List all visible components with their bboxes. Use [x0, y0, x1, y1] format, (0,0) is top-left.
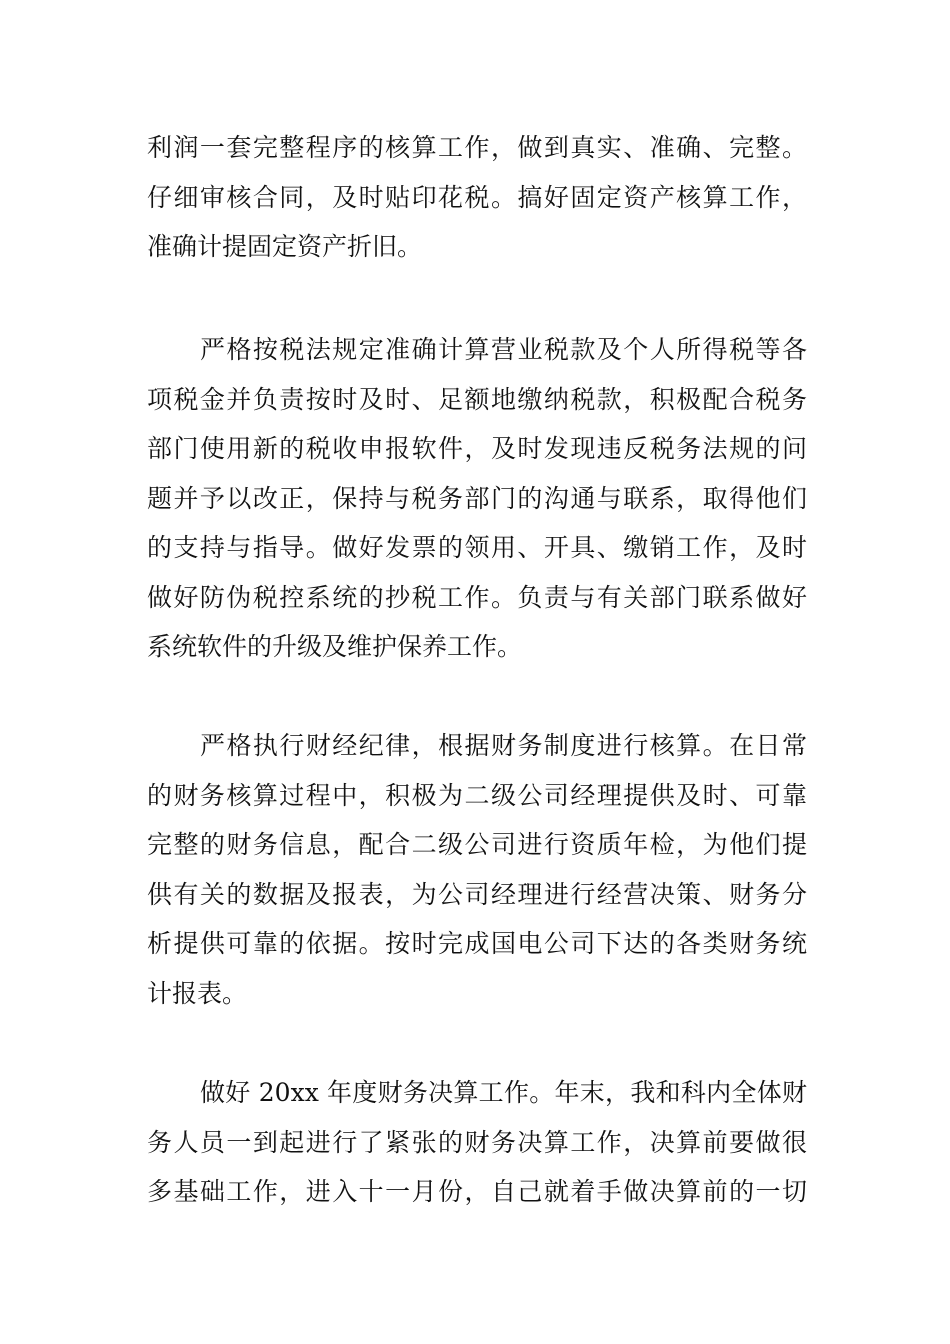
text-line: 多基础工作，进入十一月份，自己就着手做决算前的一切 — [147, 1177, 807, 1206]
paragraph-2 — [147, 325, 807, 672]
paragraph-4 — [147, 1068, 807, 1217]
text-line: 准确计提固定资产折旧。 — [147, 232, 423, 261]
text-line: 题并予以改正，保持与税务部门的沟通与联系，取得他们 — [147, 483, 807, 513]
text-line: 利润一套完整程序的核算工作，做到真实、准确、完整。 — [147, 133, 807, 162]
text-line: 的支持与指导。做好发票的领用、开具、缴销工作，及时 — [147, 533, 807, 562]
text-line: 供有关的数据及报表，为公司经理进行经营决策、财务分 — [147, 879, 807, 909]
text-line: 仔细审核合同，及时贴印花税。搞好固定资产核算工作， — [147, 182, 807, 212]
text-line: 务人员一到起进行了紧张的财务决算工作，决算前要做很 — [147, 1127, 807, 1157]
text-line: 做好防伪税控系统的抄税工作。负责与有关部门联系做好 — [147, 582, 807, 612]
text-line: 严格按税法规定准确计算营业税款及个人所得税等各 — [200, 335, 807, 364]
text-line: 严格执行财经纪律，根据财务制度进行核算。在日常 — [200, 731, 807, 760]
paragraph-1 — [147, 123, 807, 272]
text-line: 系统软件的升级及维护保养工作。 — [147, 632, 523, 661]
text-line: 完整的财务信息，配合二级公司进行资质年检，为他们提 — [147, 830, 807, 859]
text-line: 的财务核算过程中，积极为二级公司经理提供及时、可靠 — [147, 780, 807, 810]
text-line: 析提供可靠的依据。按时完成国电公司下达的各类财务统 — [147, 929, 807, 958]
paragraph-3 — [147, 721, 807, 1018]
text-line: 计报表。 — [147, 978, 248, 1008]
text-line: 做好 20xx 年度财务决算工作。年末，我和科内全体财 — [200, 1078, 807, 1107]
text-line: 部门使用新的税收申报软件，及时发现违反税务法规的问 — [147, 434, 807, 463]
text-line: 项税金并负责按时及时、足额地缴纳税款，积极配合税务 — [147, 384, 807, 414]
